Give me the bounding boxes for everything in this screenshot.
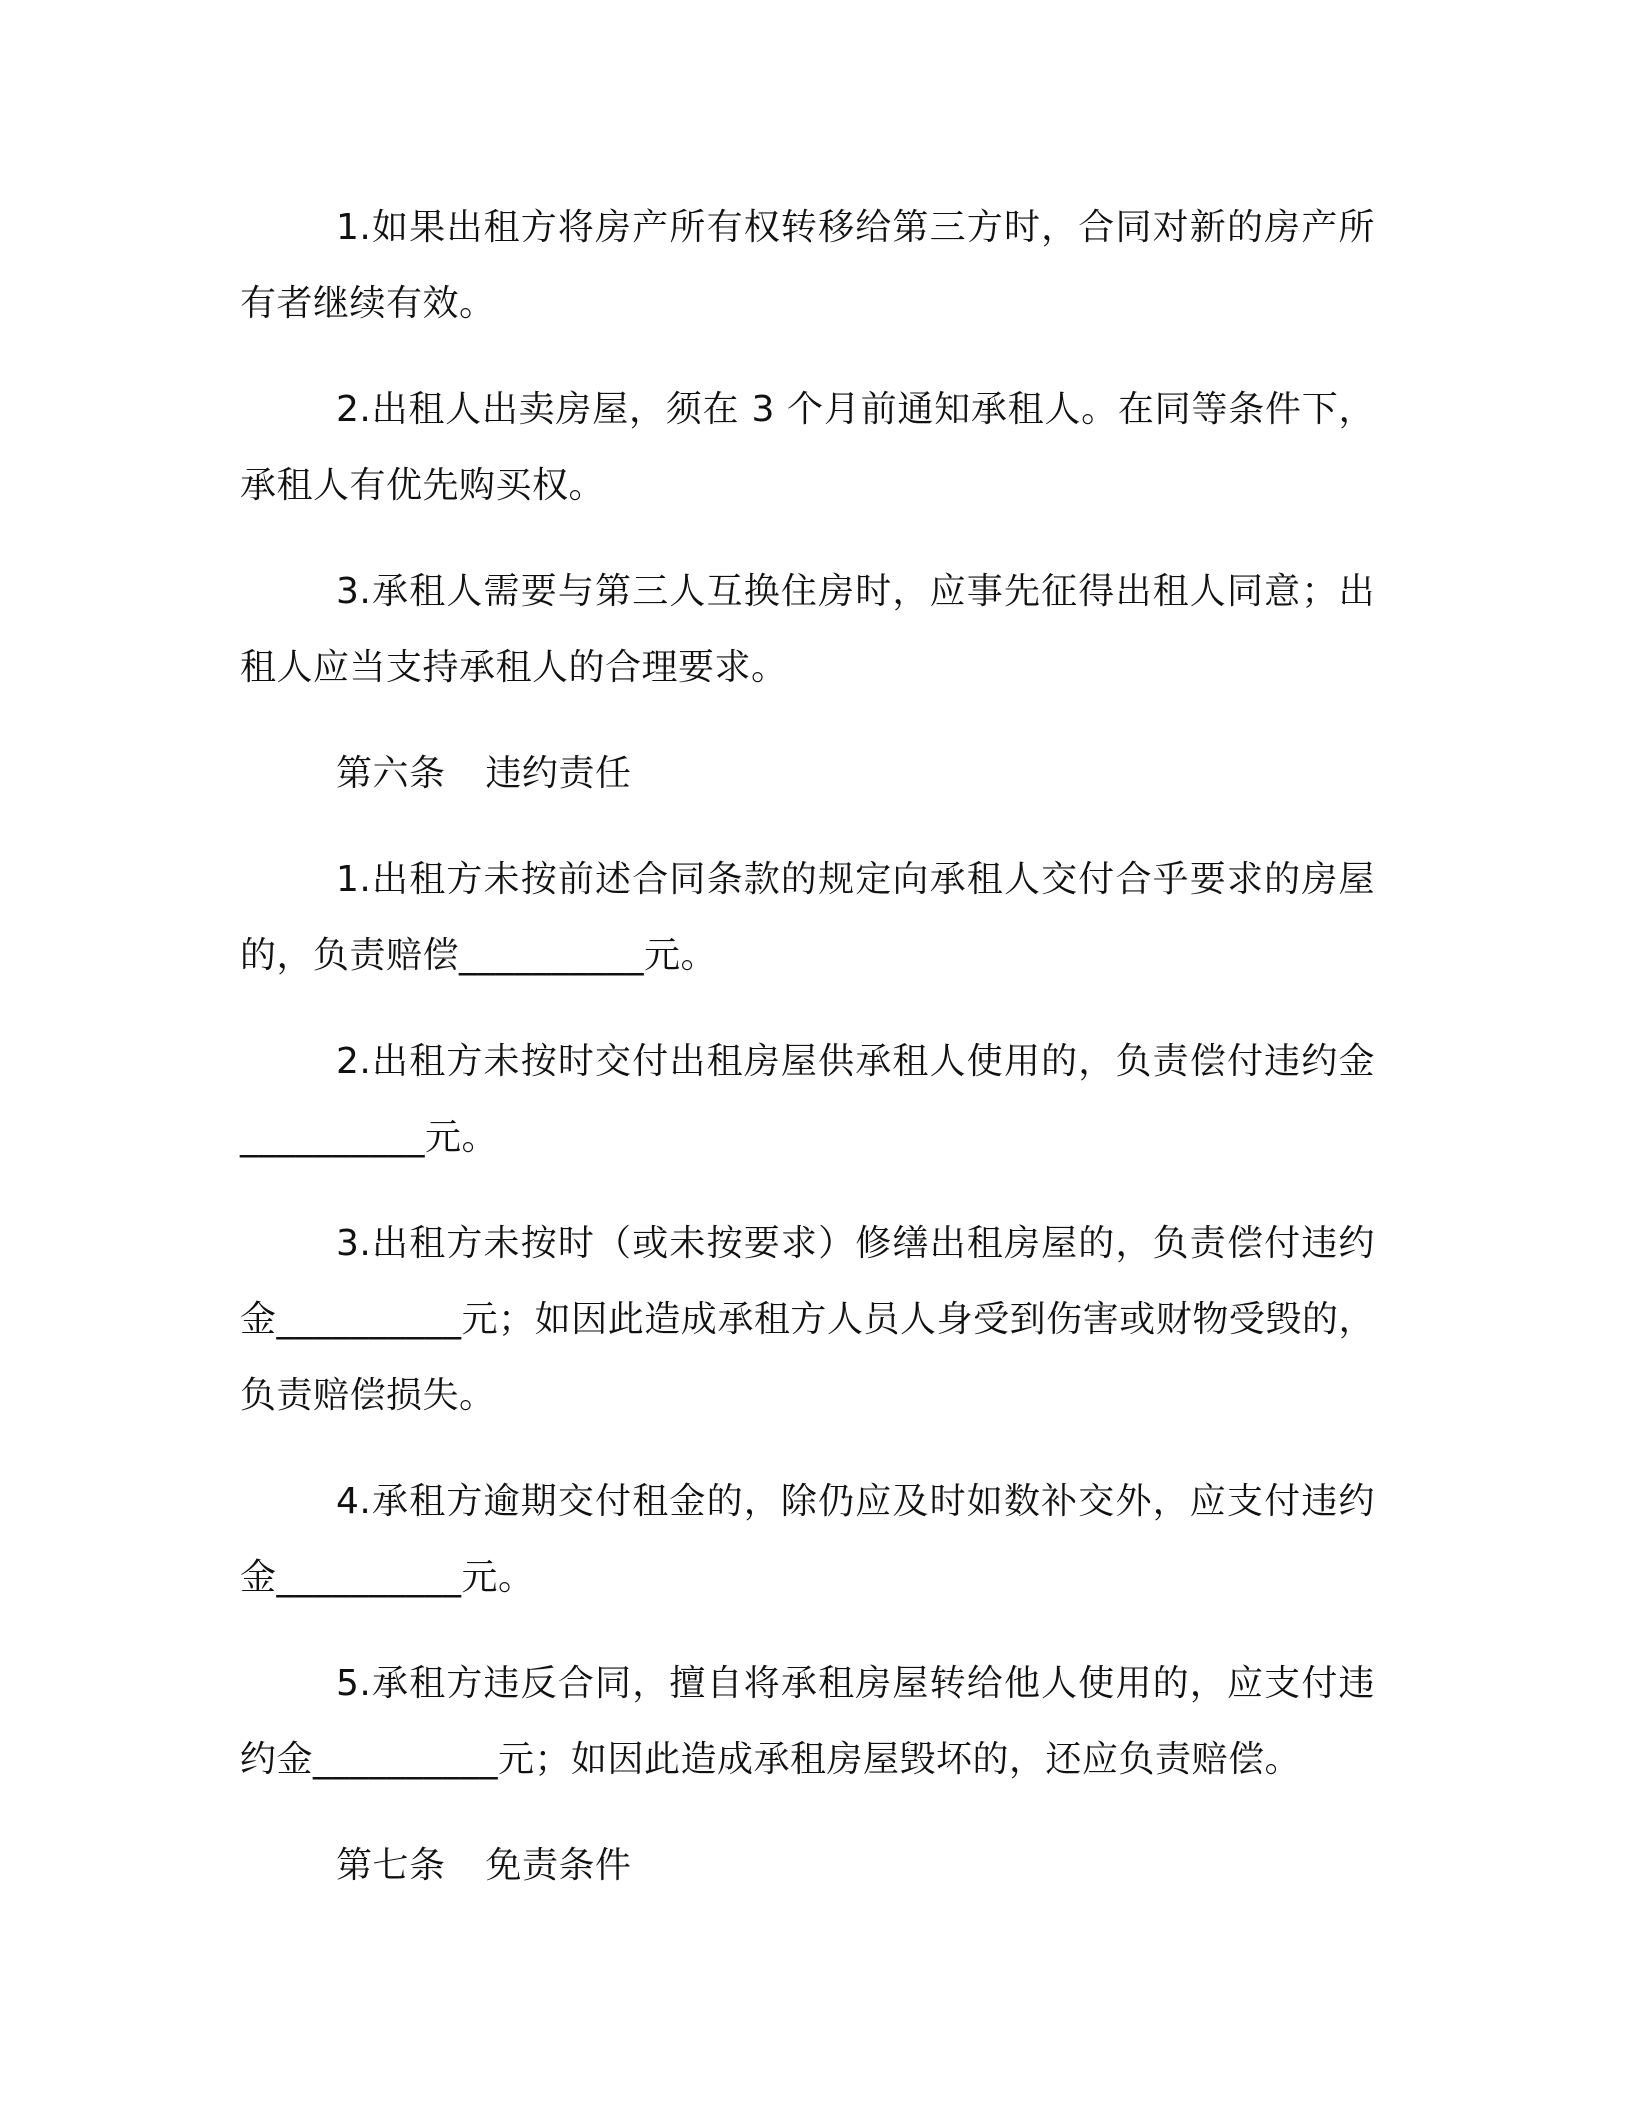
article-number: 第六条 xyxy=(336,753,446,794)
clause-paragraph: 3.出租方未按时（或未按要求）修缮出租房屋的，负责偿付违约金__________元；如因此造成承租方人员人身受到伤害或财物受毁的，负责赔偿损失。 xyxy=(240,1223,1375,1416)
clause-paragraph: 4.承租方逾期交付租金的，除仍应及时如数补交外，应支付违约金__________元。 xyxy=(240,1481,1375,1598)
clause-paragraph: 1.如果出租方将房产所有权转移给第三方时，合同对新的房产所有者继续有效。 xyxy=(240,207,1375,324)
clause-paragraph: 2.出租方未按时交付出租房屋供承租人使用的，负责偿付违约金__________元。 xyxy=(240,1041,1375,1158)
article-title: 免责条件 xyxy=(485,1845,632,1886)
clause-paragraph: 5.承租方违反合同，擅自将承租房屋转给他人使用的，应支付违约金__________元；如因此造成承租房屋毁坏的，还应负责赔偿。 xyxy=(240,1663,1375,1780)
article-heading xyxy=(240,1828,1375,1904)
article-title: 违约责任 xyxy=(485,753,632,794)
article-number: 第七条 xyxy=(336,1845,446,1886)
document-body xyxy=(240,190,1375,1934)
clause-paragraph: 1.出租方未按前述合同条款的规定向承租人交付合乎要求的房屋的，负责赔偿__________元。 xyxy=(240,859,1375,976)
article-heading xyxy=(240,736,1375,812)
clause-paragraph: 2.出租人出卖房屋，须在 3 个月前通知承租人。在同等条件下，承租人有优先购买权。 xyxy=(240,389,1375,506)
clause-paragraph: 3.承租人需要与第三人互换住房时，应事先征得出租人同意；出租人应当支持承租人的合理要求。 xyxy=(240,571,1375,688)
